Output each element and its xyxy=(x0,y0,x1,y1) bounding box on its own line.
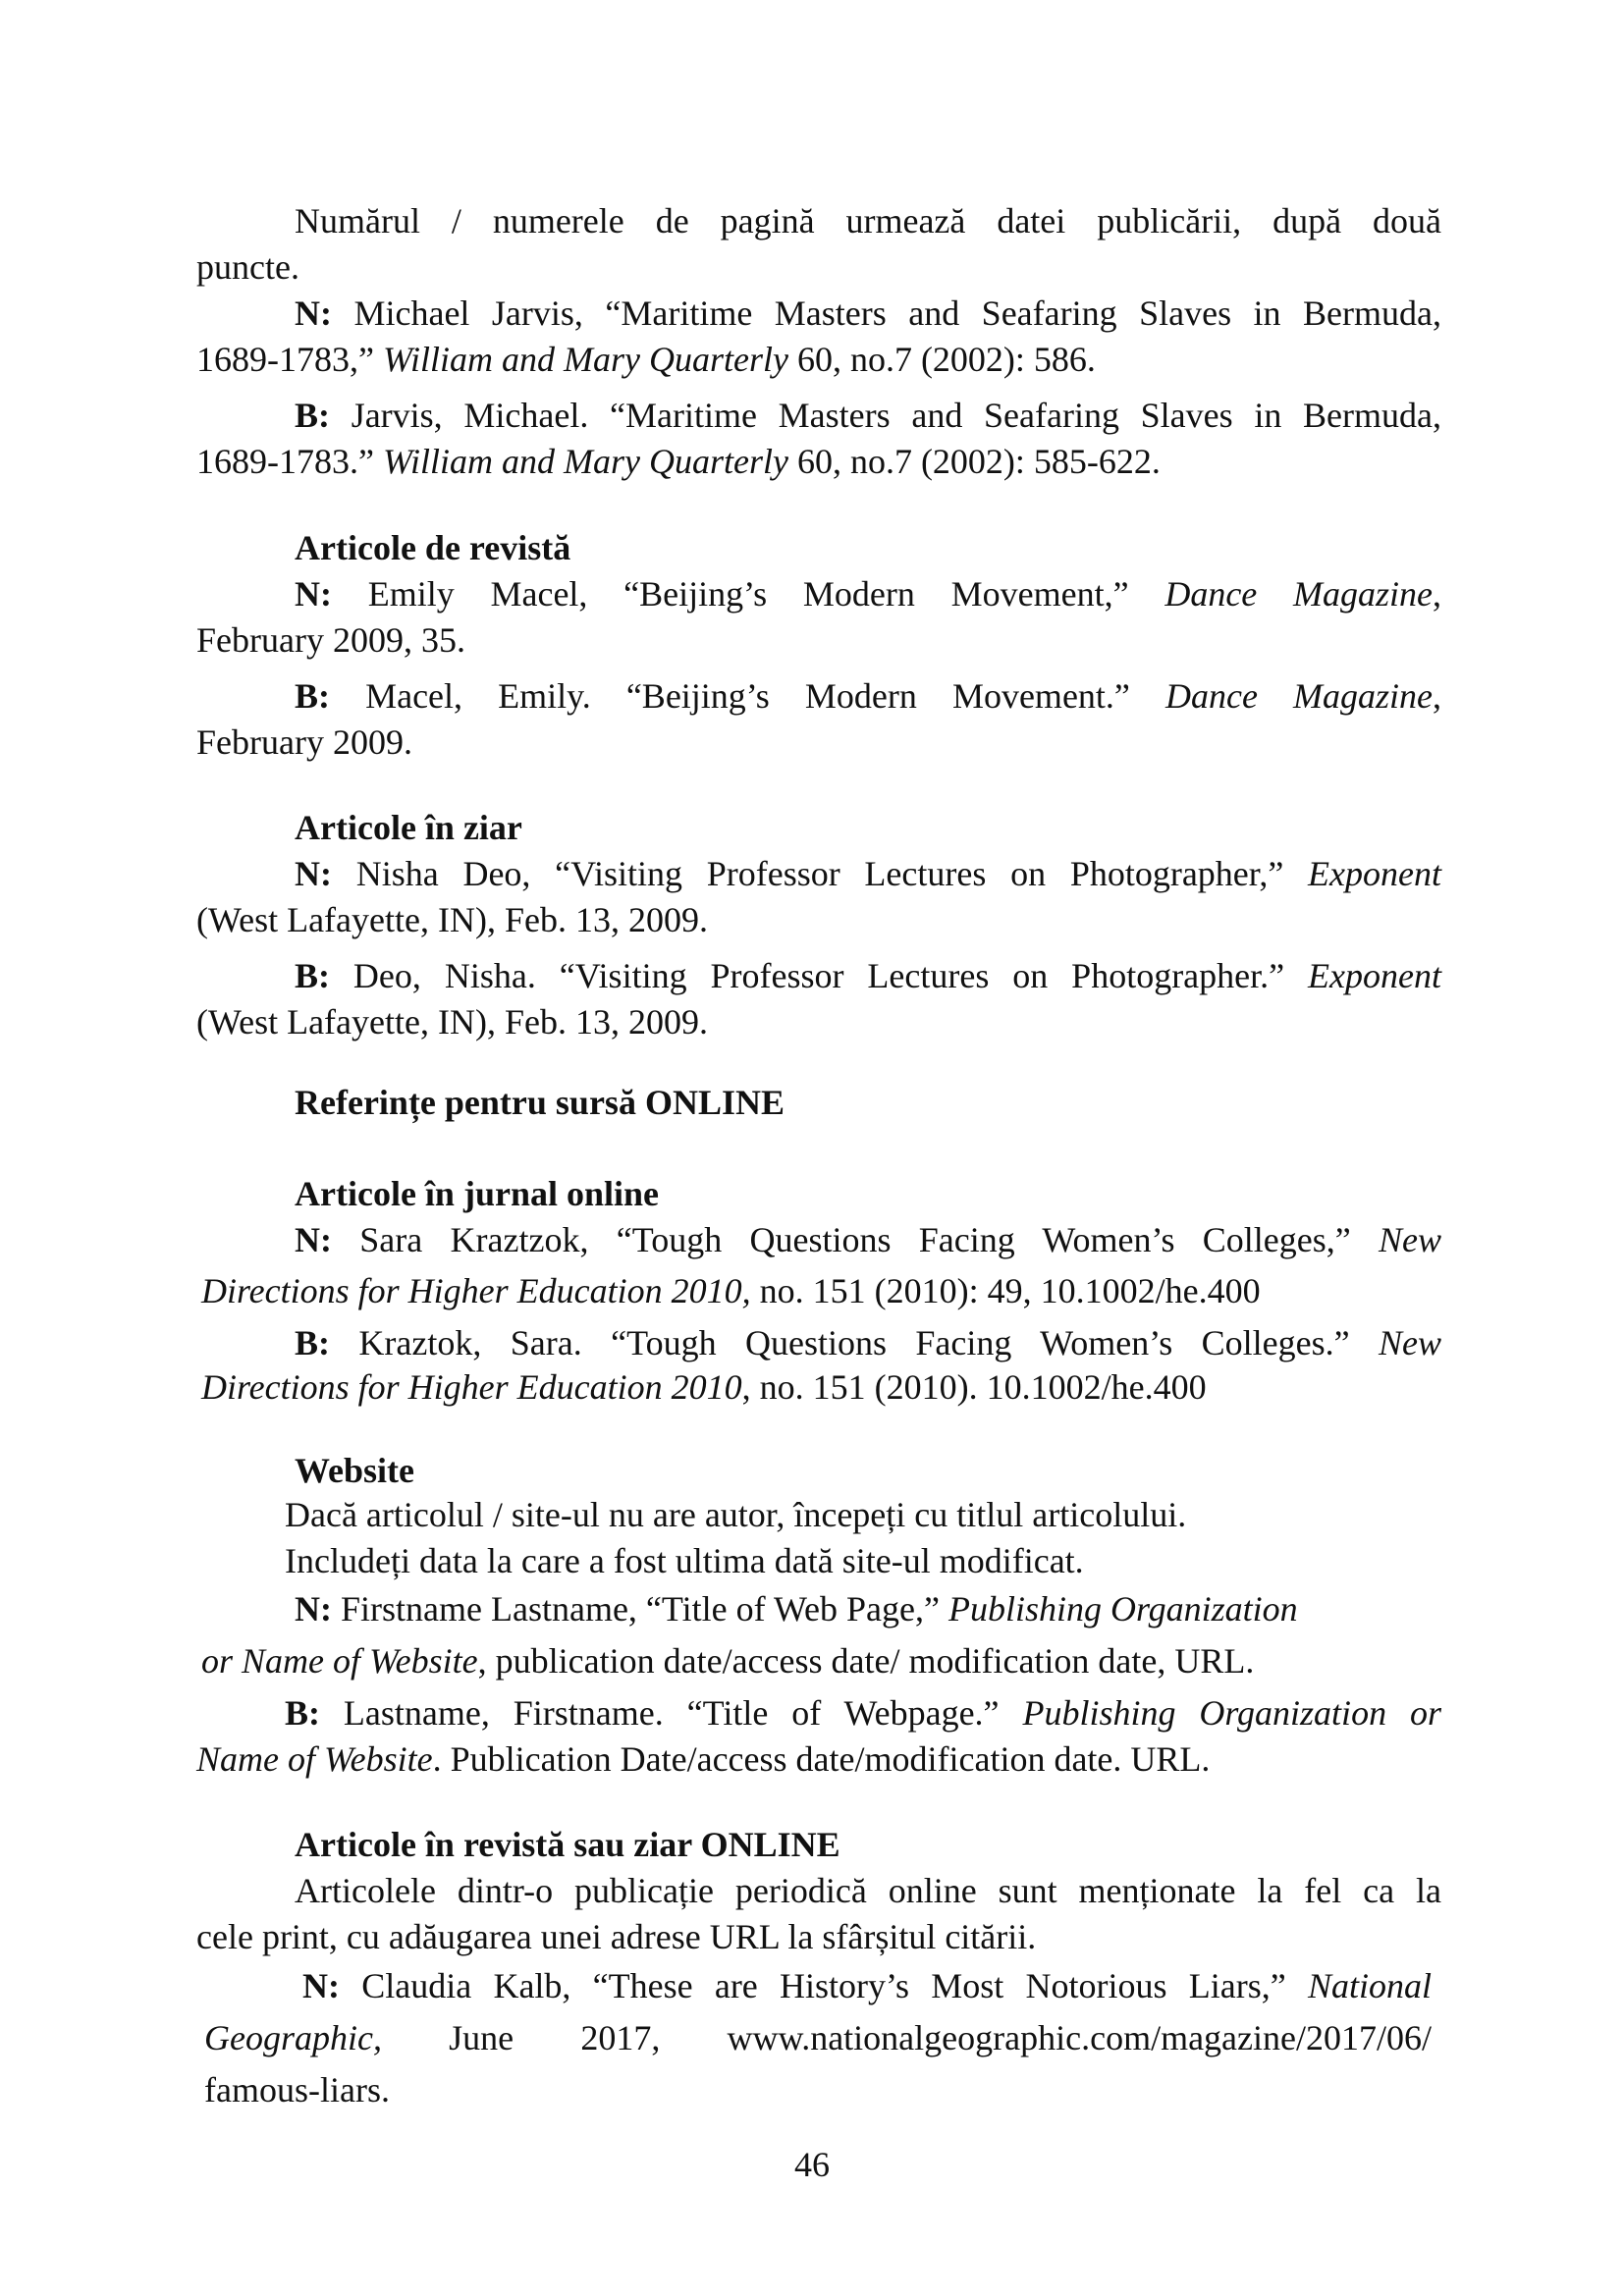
section-heading: Articole de revistă xyxy=(295,528,571,567)
magazine-note: N: Emily Macel, “Beijing’s Modern Movement,” Dance Magazine, xyxy=(295,574,1442,614)
section-heading: Website xyxy=(295,1451,414,1490)
website-note-example: N: Firstname Lastname, “Title of Web Page,” Publishing Organization xyxy=(295,1589,1298,1629)
journal-note: N: Michael Jarvis, “Maritime Masters and Seafaring Slaves in Bermuda, xyxy=(295,294,1441,333)
intro-line: Numărul / numerele de pagină urmează datei publicării, după două xyxy=(295,201,1441,240)
page-number: 46 xyxy=(794,2145,830,2184)
newspaper-note: (West Lafayette, IN), Feb. 13, 2009. xyxy=(196,900,708,939)
online-journal-note: Directions for Higher Education 2010, no. 151 (2010): 49, 10.1002/he.400 xyxy=(201,1271,1261,1310)
website-note: Dacă articolul / site-ul nu are autor, începeți cu titlul articolului. xyxy=(285,1495,1187,1534)
online-magazine-paragraph: cele print, cu adăugarea unei adrese URL la sfârșitul citării. xyxy=(196,1917,1037,1956)
online-magazine-paragraph: Articolele dintr-o publicație periodică online sunt menționate la fel ca la xyxy=(295,1871,1441,1910)
magazine-bibliography: February 2009. xyxy=(196,722,412,762)
journal-bibliography: 1689-1783.” William and Mary Quarterly 60, no.7 (2002): 585-622. xyxy=(196,442,1161,481)
online-magazine-note: Geographic, June 2017, www.nationalgeographic.com/magazine/2017/06/ xyxy=(204,2018,1432,2057)
section-heading: Referințe pentru sursă ONLINE xyxy=(295,1083,785,1122)
online-journal-bibliography: Directions for Higher Education 2010, no. 151 (2010). 10.1002/he.400 xyxy=(201,1367,1207,1407)
magazine-note: February 2009, 35. xyxy=(196,620,465,660)
section-heading: Articole în ziar xyxy=(295,808,522,847)
website-bibliography: B: Lastname, Firstname. “Title of Webpage.” Publishing Organization or xyxy=(285,1693,1441,1733)
online-journal-bibliography: B: Kraztok, Sara. “Tough Questions Facing Women’s Colleges.” New xyxy=(295,1323,1441,1362)
section-heading: Articole în revistă sau ziar ONLINE xyxy=(295,1825,840,1864)
journal-note: 1689-1783,” William and Mary Quarterly 60, no.7 (2002): 586. xyxy=(196,340,1096,379)
magazine-bibliography: B: Macel, Emily. “Beijing’s Modern Movement.” Dance Magazine, xyxy=(295,676,1441,716)
intro-line: puncte. xyxy=(196,247,299,287)
website-note-example: or Name of Website, publication date/access date/ modification date, URL. xyxy=(201,1641,1255,1681)
online-magazine-note: N: Claudia Kalb, “These are History’s Most Notorious Liars,” National xyxy=(302,1966,1432,2005)
journal-bibliography: B: Jarvis, Michael. “Maritime Masters and Seafaring Slaves in Bermuda, xyxy=(295,396,1441,435)
section-heading: Articole în jurnal online xyxy=(295,1174,659,1213)
newspaper-bibliography: B: Deo, Nisha. “Visiting Professor Lectures on Photographer.” Exponent xyxy=(295,956,1441,995)
online-magazine-note: famous-liars. xyxy=(204,2070,390,2109)
website-note: Includeți data la care a fost ultima dată site-ul modificat. xyxy=(285,1541,1084,1580)
online-journal-note: N: Sara Kraztzok, “Tough Questions Facing Women’s Colleges,” New xyxy=(295,1220,1441,1259)
newspaper-note: N: Nisha Deo, “Visiting Professor Lectures on Photographer,” Exponent xyxy=(295,854,1441,893)
newspaper-bibliography: (West Lafayette, IN), Feb. 13, 2009. xyxy=(196,1002,708,1041)
website-bibliography: Name of Website. Publication Date/access date/modification date. URL. xyxy=(196,1739,1211,1779)
